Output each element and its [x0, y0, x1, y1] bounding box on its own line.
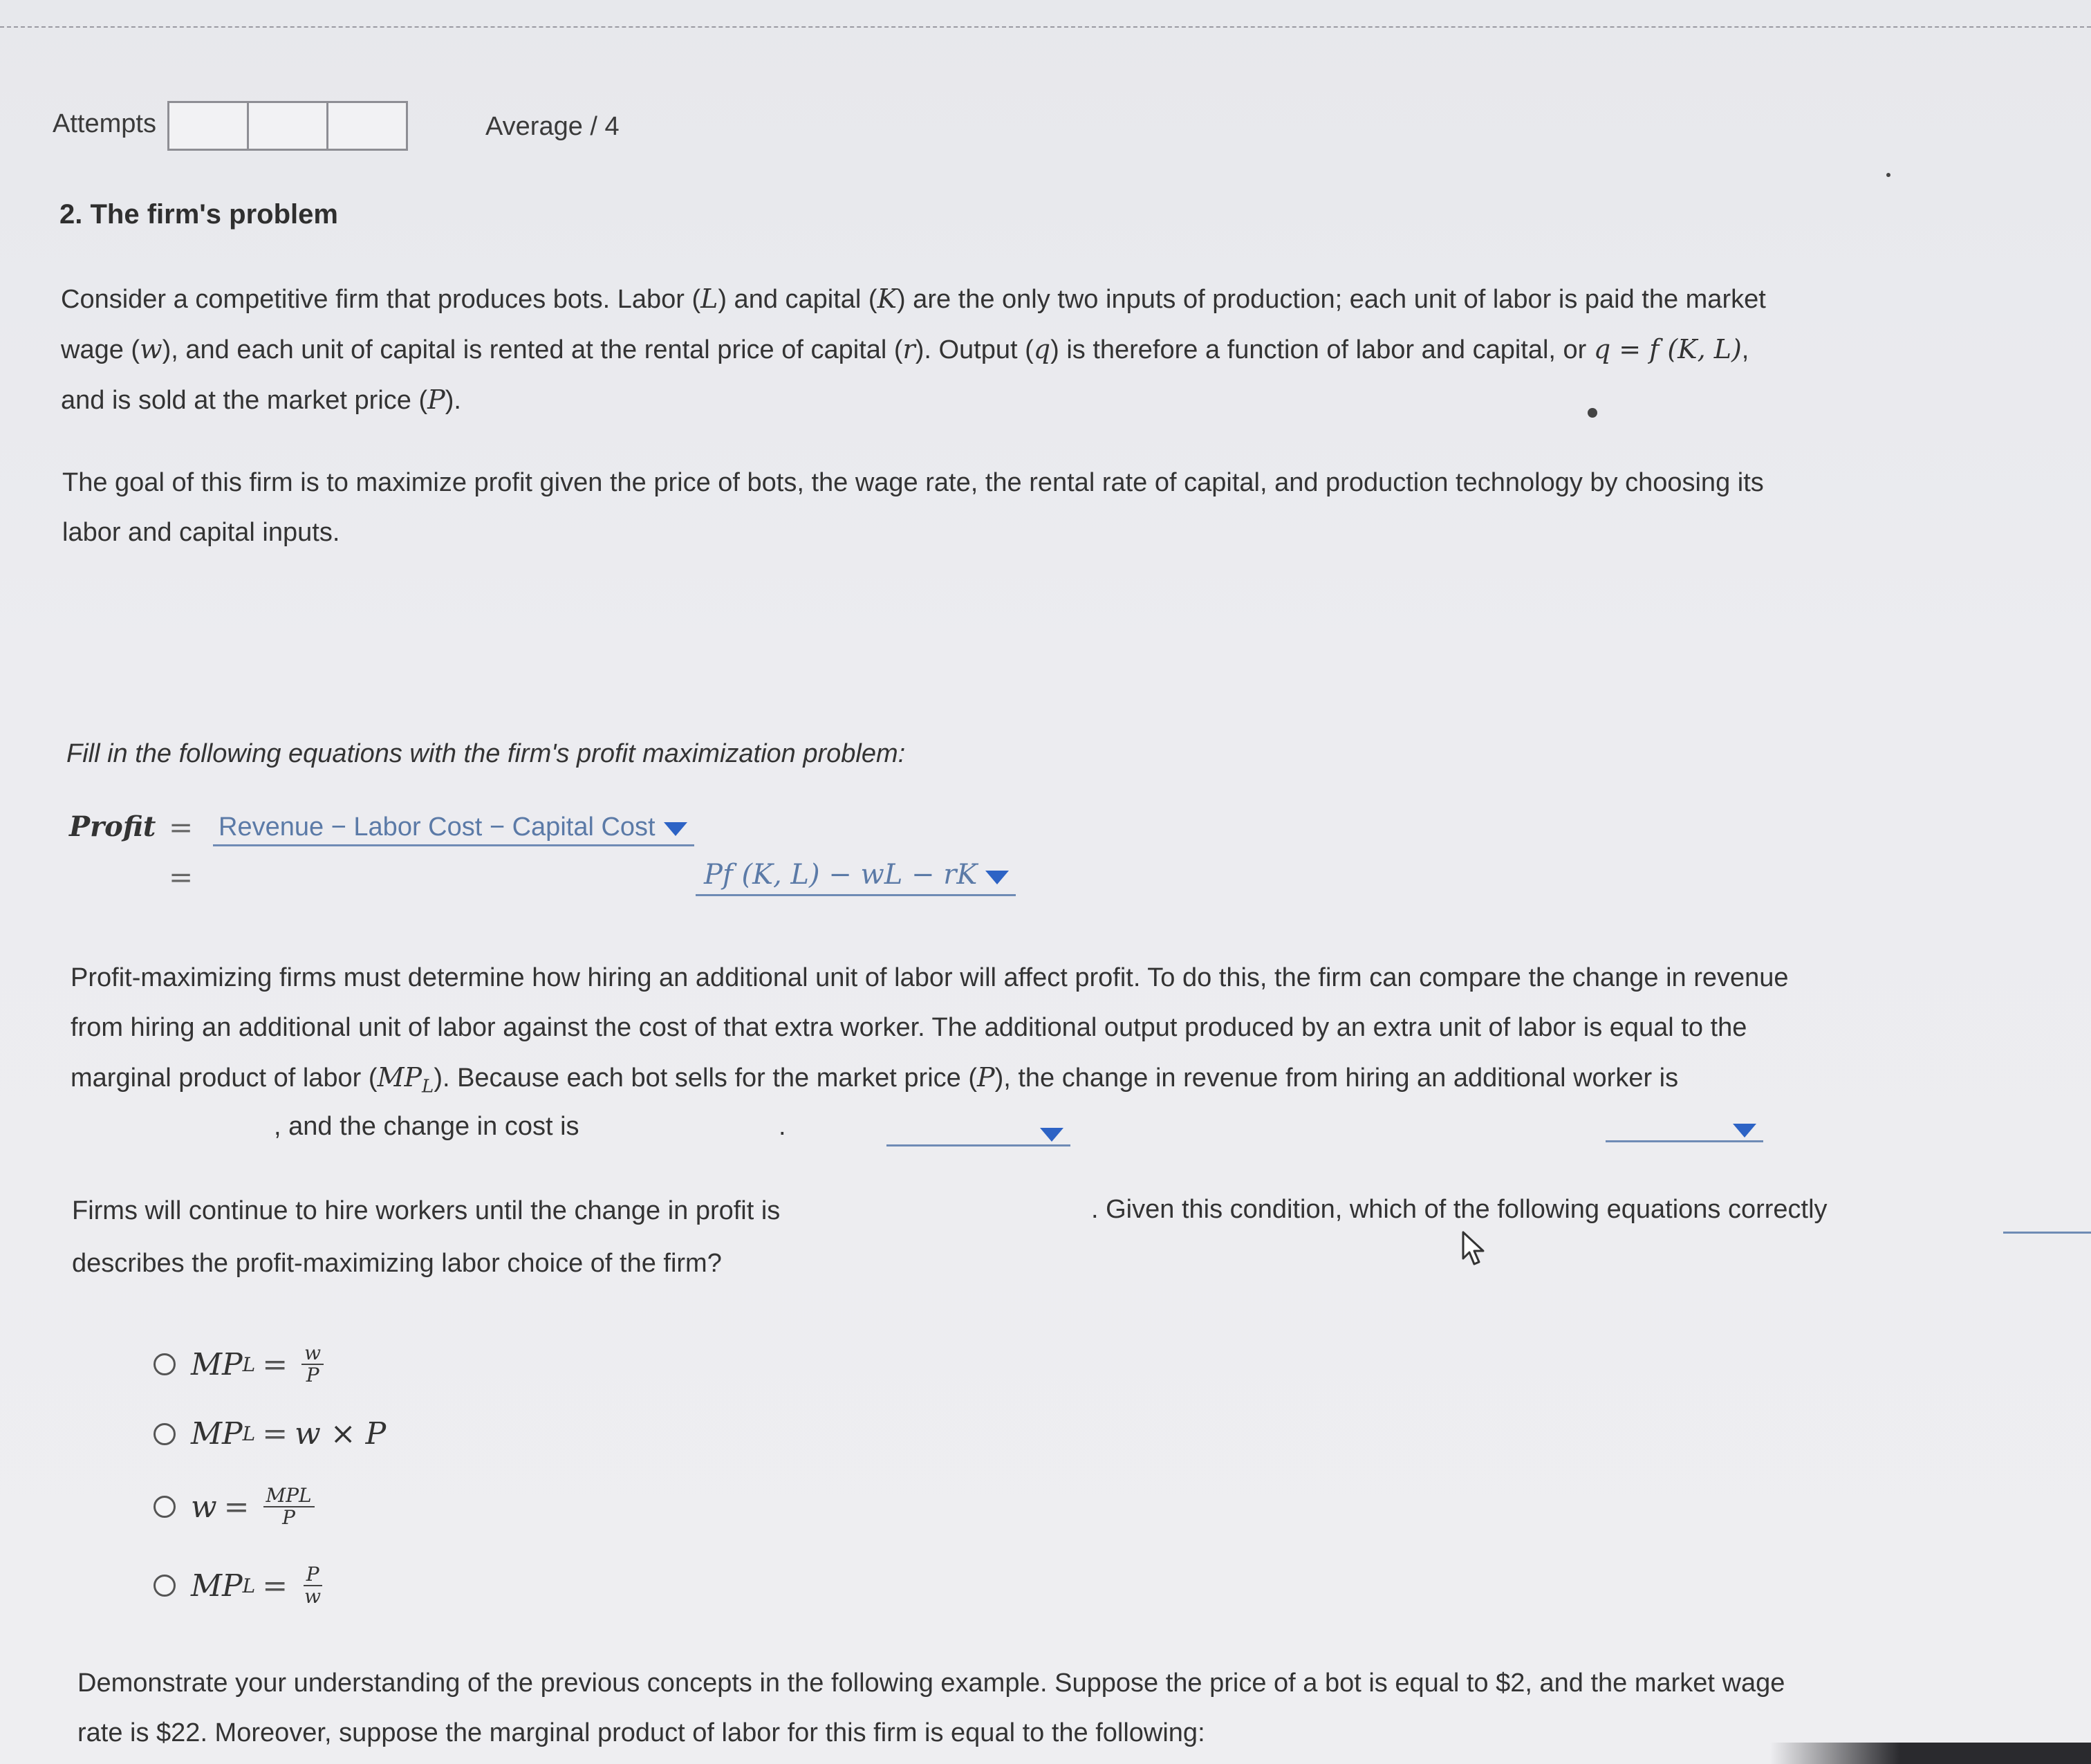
average-label: Average / 4 [485, 112, 620, 141]
attempt-box [167, 101, 249, 151]
example-paragraph [77, 1658, 2055, 1758]
var-MPL [377, 1062, 434, 1097]
radio-button[interactable] [154, 1353, 176, 1375]
profit-change-dropdown[interactable] [2003, 1206, 2091, 1234]
text-segment: ). [445, 386, 461, 415]
profit-label: Profit [69, 810, 156, 843]
text-segment: Consider a competitive firm that produces bots. Labor ( [61, 285, 701, 314]
option-lhs: MP [191, 1568, 243, 1604]
marginal-paragraph [71, 953, 1951, 1112]
dot-mark [1886, 173, 1890, 177]
text-segment: ) are the only two inputs of production; each unit of labor is paid the market [896, 285, 1766, 314]
text-segment: ) is therefore a function of labor and capital, or [1050, 335, 1594, 364]
attempt-box [326, 101, 408, 151]
option-subscript: L [242, 1574, 256, 1597]
option-lhs: MP [191, 1416, 243, 1451]
text-segment: and is sold at the market price ( [61, 386, 428, 415]
option-w-equals-mpl-over-p[interactable] [154, 1485, 315, 1528]
var-r: r [902, 334, 916, 364]
profit-definition-dropdown[interactable] [213, 808, 694, 846]
dropdown-selected-value: Pf (K, L) − wL − rK [704, 859, 978, 891]
var-L: L [700, 284, 718, 314]
text-segment: wage ( [61, 335, 140, 364]
option-lhs: MP [191, 1346, 243, 1382]
text-line: describes the profit-maximizing labor choice of the firm? [72, 1249, 722, 1278]
production-function: q = f (K, L) [1593, 334, 1742, 364]
fill-instruction: Fill in the following equations with the firm's profit maximization problem: [66, 739, 906, 768]
option-subscript: L [242, 1422, 256, 1445]
var-P: P [977, 1062, 995, 1093]
text-line: The goal of this firm is to maximize profit given the price of bots, the wage rate, the rental rate of capital, and production technology by choosing its [62, 468, 1764, 497]
fraction [301, 1564, 324, 1607]
attempts-label: Attempts [53, 109, 156, 138]
text-line: Profit-maximizing firms must determine how hiring an additional unit of labor will affect profit. To do this, the firm can compare the change in revenue [71, 963, 1789, 992]
option-rhs: w × P [295, 1416, 387, 1451]
text-segment: Firms will continue to hire workers until the change in profit is [72, 1196, 781, 1225]
text-segment: . [779, 1112, 786, 1141]
option-lhs: w [191, 1489, 217, 1525]
text-segment: ). Output ( [915, 335, 1034, 364]
fraction-numerator: MPL [263, 1485, 315, 1507]
text-segment: ) and capital ( [718, 285, 877, 314]
var-P: P [427, 384, 445, 415]
var-q: q [1033, 334, 1051, 364]
option-mpl-equals-p-over-w[interactable] [154, 1564, 324, 1607]
radio-button[interactable] [154, 1496, 176, 1518]
radio-button[interactable] [154, 1575, 176, 1597]
fraction-numerator: w [301, 1343, 324, 1365]
fraction-denominator: P [306, 1364, 319, 1386]
var-MP: MP [377, 1062, 422, 1093]
cost-change-dropdown[interactable] [1606, 1115, 1763, 1142]
option-mpl-equals-w-times-p[interactable] [154, 1416, 386, 1451]
intro-paragraph [61, 274, 1942, 425]
attempt-box [247, 101, 328, 151]
triangle-down-icon [1733, 1124, 1756, 1138]
equals-sign: = [169, 810, 194, 844]
var-subscript: L [422, 1076, 434, 1097]
var-K: K [877, 284, 897, 314]
equals-sign: = [169, 860, 194, 894]
text-line: Demonstrate your understanding of the previous concepts in the following example. Suppose the price of a bot is equal to $2, and the market wage [77, 1669, 1785, 1698]
text-segment: , [1741, 335, 1749, 364]
fraction-numerator: P [304, 1564, 322, 1586]
triangle-down-icon [664, 822, 687, 836]
fraction-denominator: w [304, 1585, 322, 1608]
text-segment: , and the change in cost is [274, 1112, 579, 1141]
screen-edge-shadow [1770, 1743, 2091, 1764]
option-operator: = [262, 1346, 288, 1382]
option-operator: = [223, 1489, 250, 1525]
dropdown-selected-value: Revenue − Labor Cost − Capital Cost [219, 813, 656, 842]
text-segment: ). Because each bot sells for the market price ( [434, 1064, 977, 1093]
text-segment: marginal product of labor ( [71, 1064, 378, 1093]
profit-formula-dropdown[interactable] [696, 855, 1016, 896]
text-line: labor and capital inputs. [62, 518, 340, 547]
text-segment: ), and each unit of capital is rented at the rental price of capital ( [162, 335, 903, 364]
var-w: w [140, 334, 162, 364]
option-operator: = [262, 1568, 288, 1604]
text-segment: ), the change in revenue from hiring an additional worker is [994, 1064, 1679, 1093]
fraction [301, 1343, 324, 1386]
fraction-denominator: P [282, 1506, 296, 1529]
revenue-change-dropdown[interactable] [886, 1119, 1070, 1146]
top-strip [0, 0, 2091, 28]
question-title: 2. The firm's problem [59, 199, 338, 230]
option-operator: = [262, 1416, 288, 1451]
text-line: rate is $22. Moreover, suppose the marginal product of labor for this firm is equal to the following: [77, 1718, 1205, 1747]
dot-mark [1588, 408, 1597, 418]
goal-paragraph [62, 458, 1943, 557]
option-mpl-equals-w-over-p[interactable] [154, 1343, 324, 1386]
text-line: from hiring an additional unit of labor against the cost of that extra worker. The additional output produced by an extra unit of labor is equal to the [71, 1013, 1747, 1042]
triangle-down-icon [1040, 1128, 1063, 1142]
text-segment: . Given this condition, which of the following equations correctly [1091, 1195, 1828, 1224]
fraction [263, 1485, 315, 1528]
mouse-pointer-icon [1460, 1231, 1488, 1267]
option-subscript: L [242, 1353, 256, 1376]
attempt-boxes [167, 101, 406, 151]
triangle-down-icon [985, 871, 1009, 884]
radio-button[interactable] [154, 1423, 176, 1445]
